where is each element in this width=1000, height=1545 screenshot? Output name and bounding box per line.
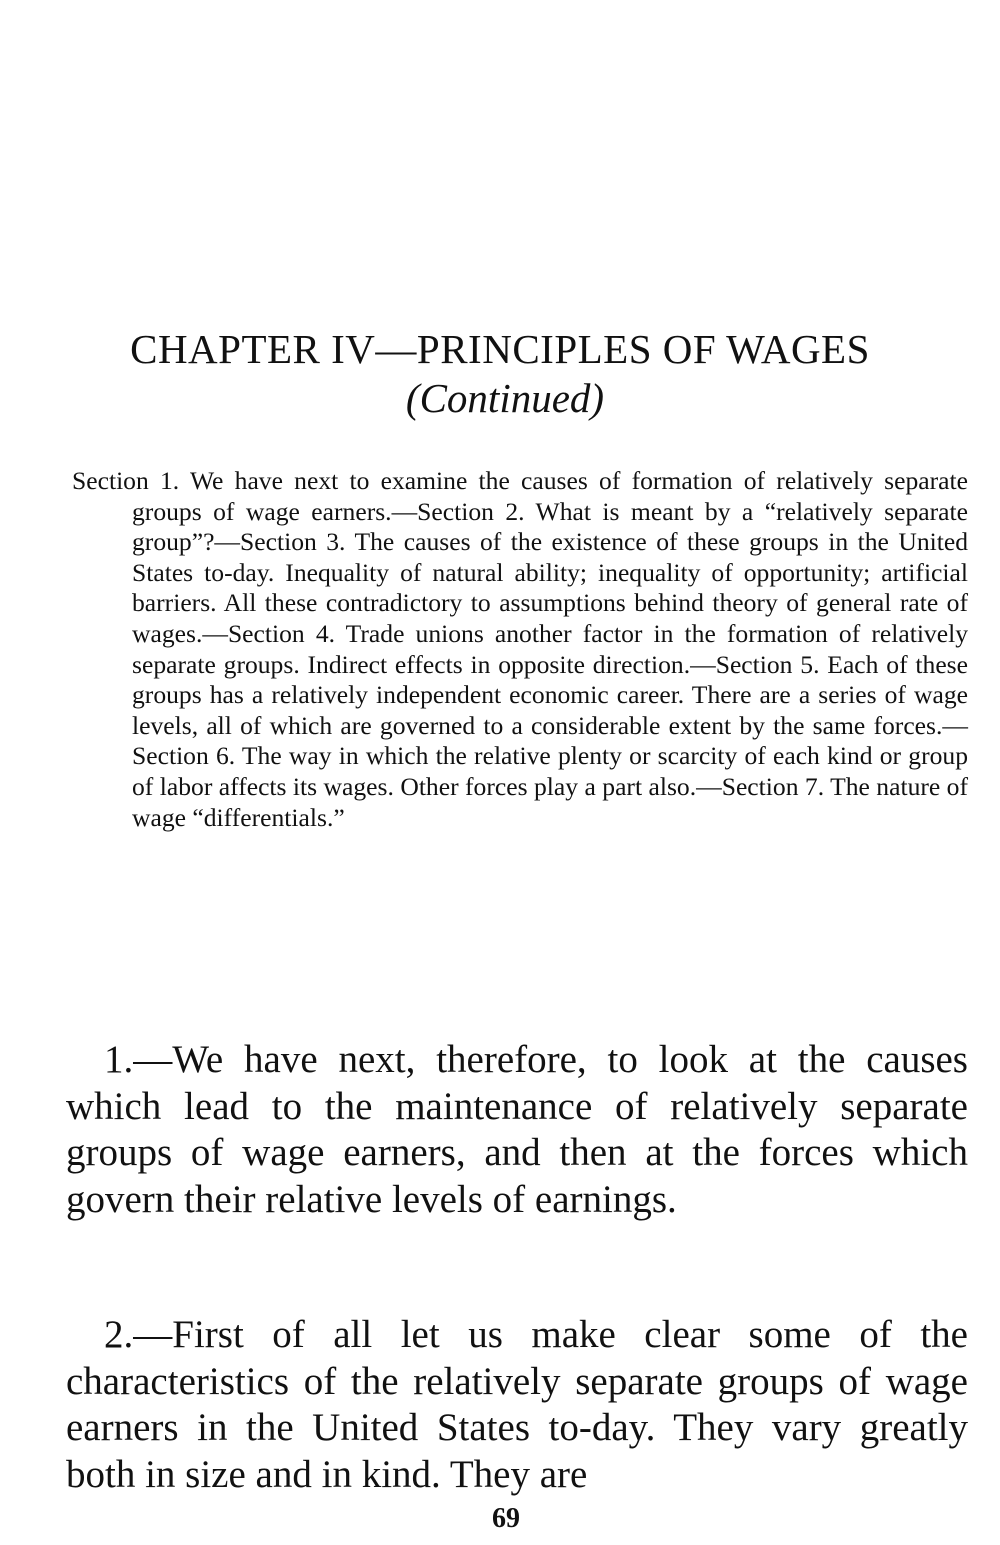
chapter-summary: Section 1. We have next to examine the causes of formation of relatively separate groups of wage earners.—Section 2. What is meant by a “relatively separate group”?—Section 3. The causes of the existence of these groups in the United States to-day. Inequality of natural ability; inequality of opportunity; artificial barriers. All these contradictory to assumptions behind theory of general rate of wages.—Section 4. Trade unions another factor in the formation of relatively separate groups. Indirect effects in opposite direction.—Section 5. Each of these groups has a relatively independent economic career. There are a series of wage levels, all of which are governed to a considerable extent by the same forces.—Section 6. The way in which the relative plenty or scarcity of each kind or group of labor affects its wages. Other forces play a part also.—Section 7. The nature of wage “differentials.”	[72, 466, 968, 832]
chapter-title: CHAPTER IV—PRINCIPLES OF WAGES	[130, 326, 870, 372]
body-paragraph-1: 1.—We have next, therefore, to look at the causes which lead to the maintenance of relatively separate groups of wage earners, and then at the forces which govern their relative levels of earnings.	[66, 1038, 968, 1221]
chapter-subtitle: (Continued)	[405, 375, 605, 421]
body-paragraph-2: 2.—First of all let us make clear some of the characteristics of the relatively separate groups of wage earners in the United States to-day. They vary greatly both in size and in kind. They are	[66, 1313, 968, 1496]
page-number: 69	[492, 1503, 520, 1534]
